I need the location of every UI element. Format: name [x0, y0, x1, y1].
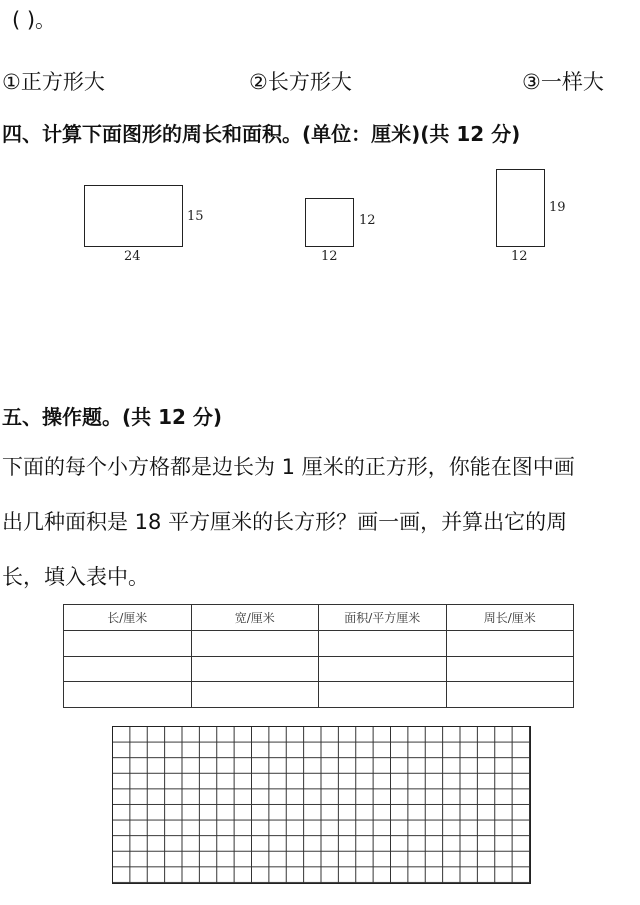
header-width: 宽/厘米: [191, 605, 319, 631]
figure1-side-label: 15: [187, 209, 204, 224]
table-cell[interactable]: [319, 682, 447, 708]
table-cell[interactable]: [64, 630, 192, 656]
option-rectangle-larger[interactable]: ②长方形大: [249, 70, 352, 94]
table-row: [64, 630, 574, 656]
figure1-bottom-label: 24: [124, 249, 141, 264]
table-cell[interactable]: [191, 630, 319, 656]
section5-heading: 五、操作题。(共 12 分): [2, 405, 223, 429]
figure-rectangle-1: [84, 185, 183, 247]
option-same-size[interactable]: ③一样大: [522, 70, 604, 94]
table-cell[interactable]: [446, 630, 574, 656]
table-header-row: [64, 605, 574, 631]
answer-blank[interactable]: ( )。: [12, 8, 57, 32]
table-row: [64, 656, 574, 682]
figure-square-2: [305, 198, 354, 247]
table-cell[interactable]: [64, 682, 192, 708]
figure-rectangle-3: [496, 169, 545, 247]
table-row: [64, 682, 574, 708]
figure3-side-label: 19: [549, 200, 566, 215]
header-perimeter: 周长/厘米: [446, 605, 574, 631]
figure2-side-label: 12: [359, 213, 376, 228]
header-area: 面积/平方厘米: [319, 605, 447, 631]
table-cell[interactable]: [319, 630, 447, 656]
header-length: 长/厘米: [64, 605, 192, 631]
figure2-bottom-label: 12: [321, 249, 338, 264]
table-cell[interactable]: [319, 656, 447, 682]
answer-table: [63, 604, 574, 708]
instruction-line-3: 长，填入表中。: [2, 565, 149, 589]
square-grid[interactable]: [112, 726, 531, 884]
section4-heading: 四、计算下面图形的周长和面积。(单位：厘米)(共 12 分): [2, 122, 521, 146]
option-square-larger[interactable]: ①正方形大: [2, 70, 105, 94]
instruction-line-2: 出几种面积是 18 平方厘米的长方形？画一画，并算出它的周: [2, 510, 568, 534]
table-cell[interactable]: [446, 656, 574, 682]
instruction-line-1: 下面的每个小方格都是边长为 1 厘米的正方形，你能在图中画: [2, 455, 575, 479]
table-cell[interactable]: [191, 656, 319, 682]
figure3-bottom-label: 12: [511, 249, 528, 264]
table-cell[interactable]: [64, 656, 192, 682]
table-cell[interactable]: [191, 682, 319, 708]
table-cell[interactable]: [446, 682, 574, 708]
